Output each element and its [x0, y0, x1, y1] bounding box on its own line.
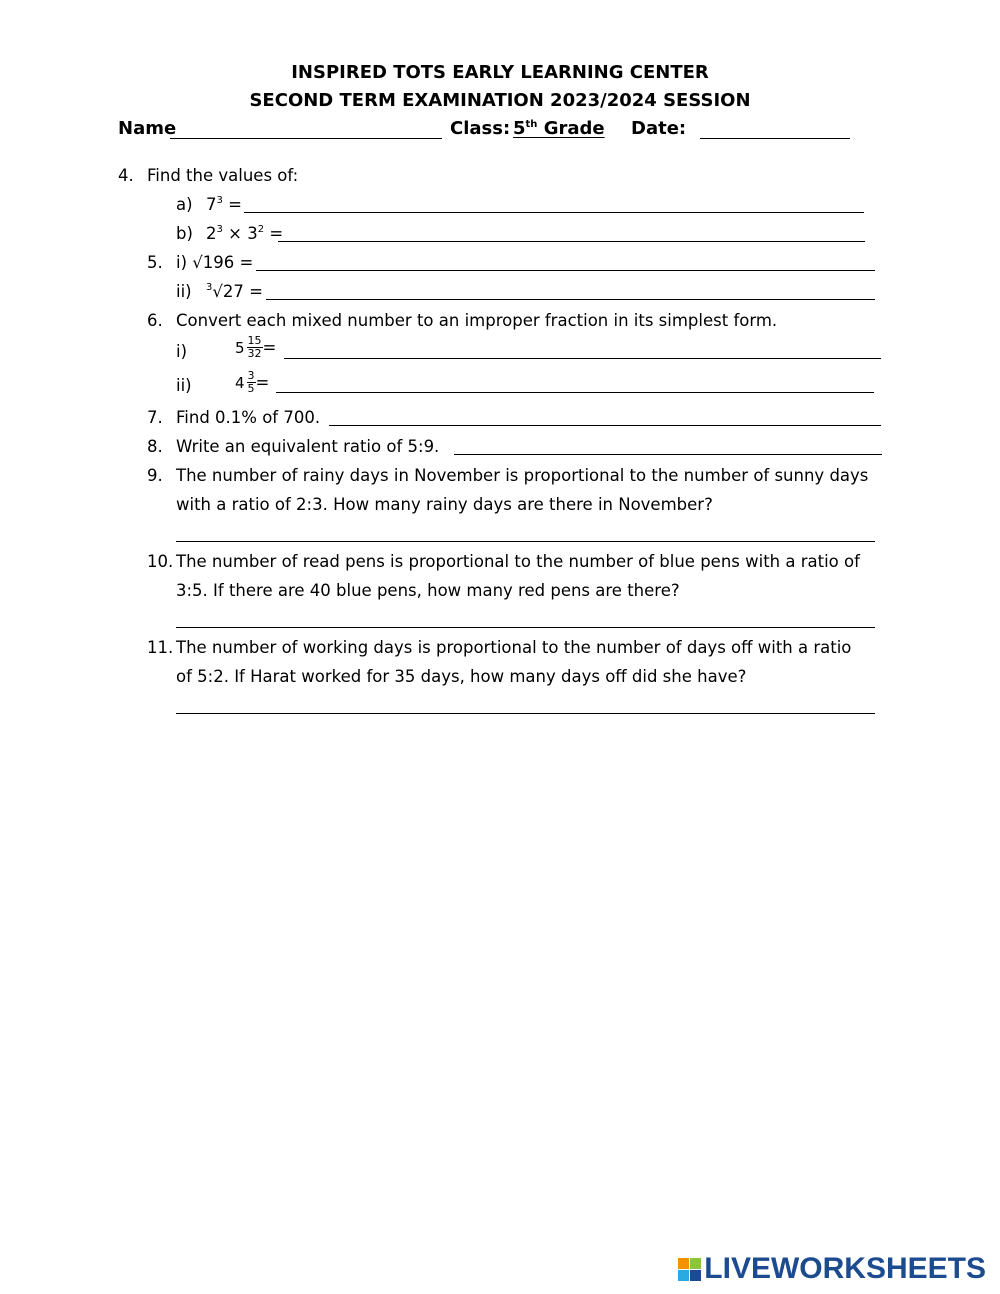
- logo-blocks-icon: [678, 1258, 701, 1281]
- q4b-expression: $2^3 \times 3^2$ =: [206, 224, 284, 243]
- q8-answer-line[interactable]: [454, 454, 882, 455]
- q6i-answer-line[interactable]: [284, 358, 881, 359]
- q10-text-line2: 3:5. If there are 40 blue pens, how many red pens are there?: [176, 581, 680, 600]
- name-field[interactable]: [170, 138, 442, 139]
- q7-number: 7.: [147, 408, 163, 427]
- q11-answer-line[interactable]: [176, 713, 875, 714]
- exam-title: SECOND TERM EXAMINATION 2023/2024 SESSION: [249, 90, 751, 111]
- q8-text: Write an equivalent ratio of 5:9.: [176, 437, 440, 456]
- q5i-text: i) √196 =: [176, 253, 254, 272]
- q5i-answer-line[interactable]: [256, 270, 875, 271]
- q4a-answer-line[interactable]: [244, 212, 864, 213]
- class-field[interactable]: [505, 118, 619, 139]
- q6-number: 6.: [147, 311, 163, 330]
- q5-number: 5.: [147, 253, 163, 272]
- q5ii-label: ii): [176, 282, 192, 301]
- logo-text: LIVEWORKSHEETS: [704, 1252, 986, 1285]
- q8-number: 8.: [147, 437, 163, 456]
- q9-number: 9.: [147, 466, 163, 485]
- q4a-label: a): [176, 195, 193, 214]
- q5ii-answer-line[interactable]: [266, 299, 875, 300]
- school-name: INSPIRED TOTS EARLY LEARNING CENTER: [291, 62, 709, 83]
- q4-number: 4.: [118, 166, 134, 185]
- q11-text-line2: of 5:2. If Harat worked for 35 days, how many days off did she have?: [176, 667, 747, 686]
- date-field[interactable]: [700, 138, 850, 139]
- class-suffix: Grade: [537, 118, 605, 139]
- q6i-label: i): [176, 342, 188, 361]
- q4-text: Find the values of:: [147, 166, 299, 185]
- q6i-mixed-number: 5 $\frac{15}{32}$ =: [235, 334, 277, 360]
- liveworksheets-logo: [678, 1252, 986, 1286]
- q9-text-line2: with a ratio of 2:3. How many rainy days are there in November?: [176, 495, 713, 514]
- date-label: Date:: [631, 118, 687, 139]
- q10-text-line1: The number of read pens is proportional to the number of blue pens with a ratio of: [176, 552, 860, 571]
- q6ii-label: ii): [176, 376, 192, 395]
- q4b-label: b): [176, 224, 193, 243]
- q6-text: Convert each mixed number to an improper fraction in its simplest form.: [176, 311, 778, 330]
- q10-number: 10.: [147, 552, 174, 571]
- q5ii-expression: $^3$√27 =: [206, 282, 263, 301]
- q9-answer-line[interactable]: [176, 541, 875, 542]
- q4a-expression: $7^3$ =: [206, 195, 242, 214]
- q6ii-answer-line[interactable]: [276, 392, 874, 393]
- q9-text-line1: The number of rainy days in November is proportional to the number of sunny days: [176, 466, 869, 485]
- q4b-answer-line[interactable]: [278, 241, 865, 242]
- q6ii-mixed-number: 4 $\frac{3}{5}$ =: [235, 369, 270, 395]
- class-superscript: th: [525, 119, 538, 130]
- q7-text: Find 0.1% of 700.: [176, 408, 321, 427]
- name-label: Name: [118, 118, 177, 139]
- q11-number: 11.: [147, 638, 174, 657]
- class-label: Class:: [450, 118, 511, 139]
- q11-text-line1: The number of working days is proportional to the number of days off with a ratio: [176, 638, 852, 657]
- q10-answer-line[interactable]: [176, 627, 875, 628]
- q7-answer-line[interactable]: [329, 425, 881, 426]
- class-value: 5: [513, 118, 526, 139]
